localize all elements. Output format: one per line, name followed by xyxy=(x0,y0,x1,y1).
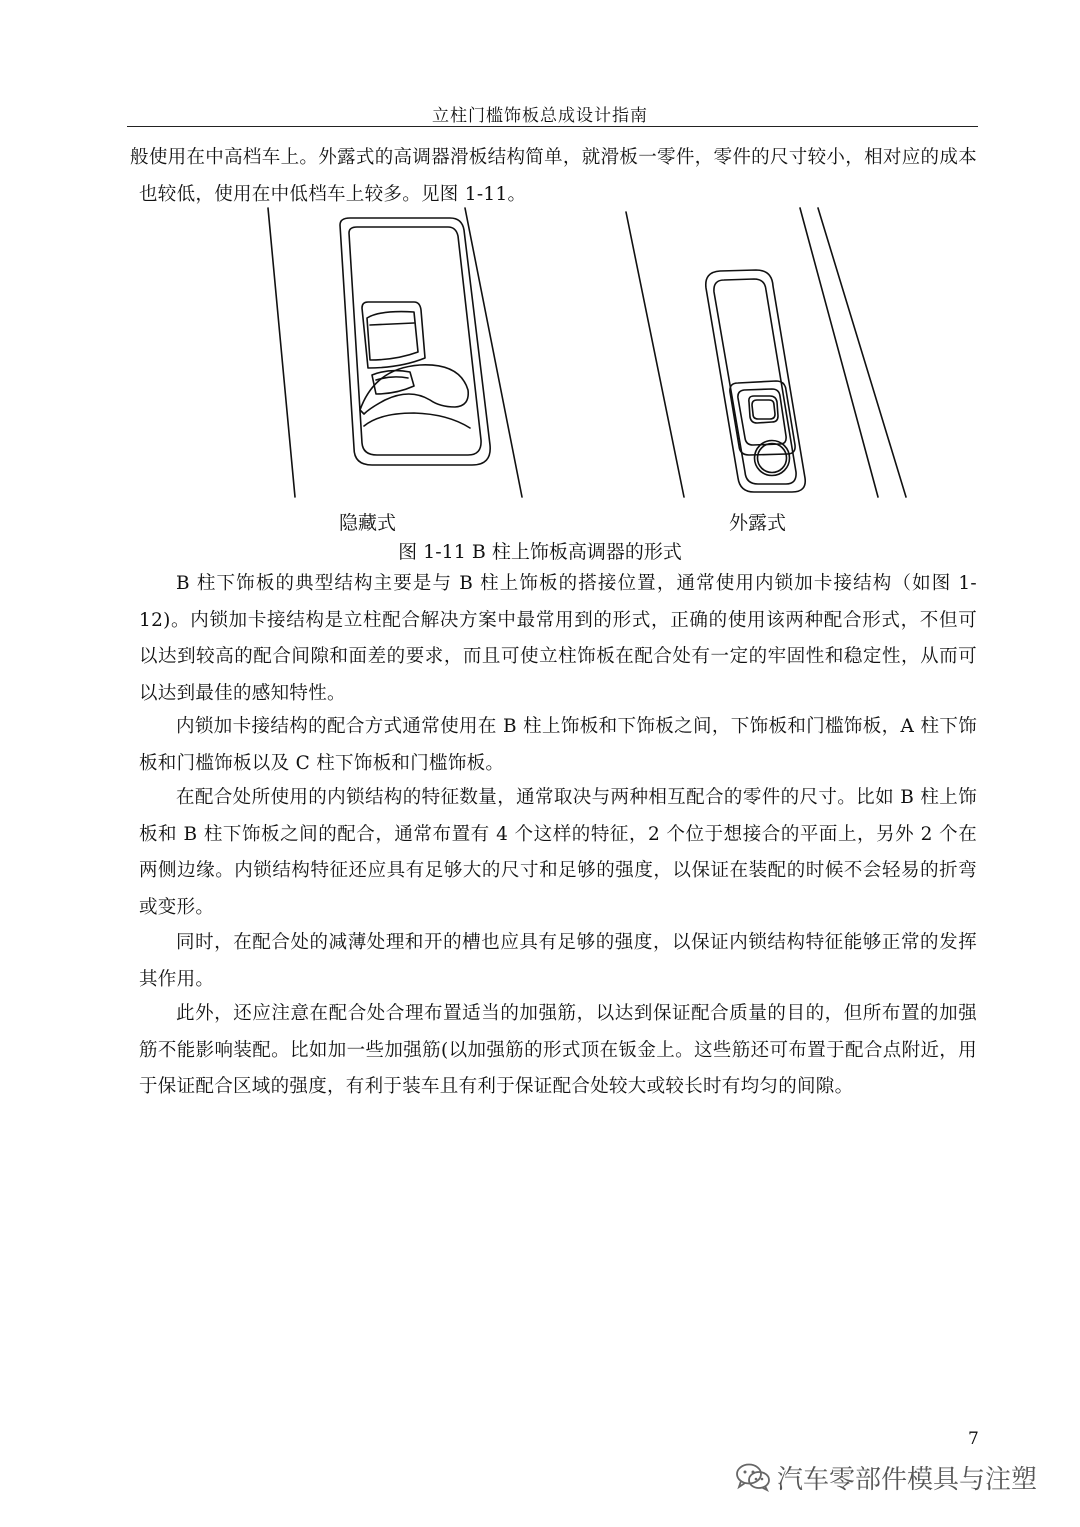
hidden-adjuster-drawing xyxy=(268,208,522,497)
paragraph-interlock-usage: 内锁加卡接结构的配合方式通常使用在 B 柱上饰板和下饰板之间，下饰板和门槛饰板，A 柱下饰板和门槛饰板以及 C 柱下饰板和门槛饰板。 xyxy=(139,716,977,774)
watermark xyxy=(735,1456,1037,1498)
header-divider xyxy=(127,126,978,127)
paragraph-b-pillar-structure: B 柱下饰板的典型结构主要是与 B 柱上饰板的搭接位置，通常使用内锁加卡接结构（如图 1-12)。内锁加卡接结构是立柱配合解决方案中最常用到的形式，正确的使用该两种配合形式，不但可以达到较高的配合间隙和面差的要求，而且可使立柱饰板在配合处有一定的牢固性和稳定性，从而可以达到最佳的感知特性。 xyxy=(139,573,977,704)
header-title: 立柱门槛饰板总成设计指南 xyxy=(432,106,648,126)
exposed-adjuster-drawing xyxy=(626,208,906,497)
paragraph-reinforcement-ribs: 此外，还应注意在配合处合理布置适当的加强筋，以达到保证配合质量的目的，但所布置的加强筋不能影响装配。比如加一些加强筋(以加强筋的形式顶在钣金上。这些筋还可布置于配合点附近，用于保证配合区域的强度，有利于装车且有利于保证配合处较大或较长时有均匀的间隙。 xyxy=(139,1003,977,1097)
watermark-text: 汽车零部件模具与注塑 xyxy=(777,1464,1038,1495)
figure-label-exposed: 外露式 xyxy=(729,512,787,534)
paragraph-interlock-quantity: 在配合处所使用的内锁结构的特征数量，通常取决与两种相互配合的零件的尺寸。比如 B 柱上饰板和 B 柱下饰板之间的配合，通常布置有 4 个这样的特征，2 个位于想接合的平面上，另外 2 个在两侧边缘。内锁结构特征还应具有足够大的尺寸和足够的强度，以保证在装配的时候不会轻易的折弯或变形。 xyxy=(139,787,977,918)
paragraph-intro: 般使用在中高档车上。外露式的高调器滑板结构简单，就滑板一零件，零件的尺寸较小，相对应的成本也较低，使用在中低档车上较多。见图 1-11。 xyxy=(130,147,977,205)
figure-caption: 图 1-11 B 柱上饰板高调器的形式 xyxy=(398,541,682,563)
wechat-icon xyxy=(735,1462,771,1492)
figure-adjuster-drawing xyxy=(0,200,1080,520)
figure-label-hidden: 隐藏式 xyxy=(339,512,397,534)
page-number: 7 xyxy=(968,1429,979,1449)
paragraph-thinning-slots: 同时，在配合处的减薄处理和开的槽也应具有足够的强度，以保证内锁结构特征能够正常的发挥其作用。 xyxy=(139,932,977,990)
